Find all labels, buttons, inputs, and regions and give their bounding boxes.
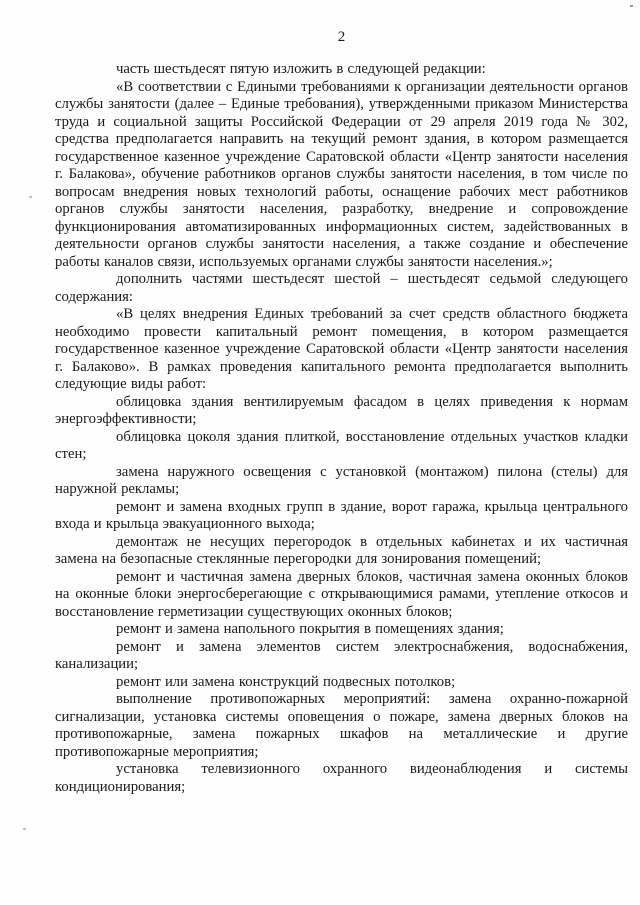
page-number: 2: [337, 29, 346, 45]
paragraph-amendment-intro: часть шестьдесят пятую изложить в следующей редакции:: [116, 61, 486, 77]
paragraph-work-item-lighting: замена наружного освещения с установкой (монтажом) пилона (стелы) для наружной рекламы;: [55, 463, 628, 497]
paragraph-capital-repair-intro: «В целях внедрения Единых требований за счет средств областного бюджета необходимо провести капитальный ремонт помещения, в котором размещается государственное казенное учреждение Саратовской области «Центр занятости населения г. Балаково». В рамках проведения капитального ремонта предполагается выполнить следующие виды работ:: [55, 306, 628, 392]
paragraph-work-item-fire-safety: выполнение противопожарных мероприятий: замена охранно-пожарной сигнализации, установка системы оповещения о пожаре, замена дверных блоков на противопожарные, замена пожарных шкафов на металлические и другие противопожарные мероприятия;: [55, 691, 628, 760]
paragraph-work-item-flooring: ремонт и замена напольного покрытия в помещениях здания;: [116, 621, 504, 637]
paragraph-work-item-doors-windows: ремонт и частичная замена дверных блоков, частичная замена оконных блоков на оконные блоки энергосберегающие с открывающимися рамами, утепление откосов и восстановление герметизации существующих оконных блоков;: [55, 568, 628, 620]
paragraph-work-item-ceilings: ремонт или замена конструкций подвесных потолков;: [116, 673, 456, 690]
paragraph-part-65-text: «В соответствии с Едиными требованиями к организации деятельности органов службы занятости (далее – Единые требования), утвержденными приказом Министерства труда и социальной защиты Российской Федерации от 29 апреля 2019 года № 302, средства предполагается направить на текущий ремонт здания, в котором размещается государственное казенное учреждение Саратовской области «Центр занятости населения г. Балакова», обучение работников органов службы занятости населения, в том числе по вопросам внедрения новых технологий работы, оснащение рабочих мест работников органов службы занятости населения, разработку, внедрение и сопровождение функционирования автоматизированных информационных систем, задействованных в деятельности органов службы занятости населения, а также создание и обеспечение работы каналов связи, используемых органами службы занятости населения.»;: [55, 78, 628, 270]
scan-artifact-speck: [630, 5, 633, 7]
paragraph-supplement-intro: дополнить частями шестьдесят шестой – шестьдесят седьмой следующего содержания:: [55, 271, 628, 305]
paragraph-work-item-partitions: демонтаж не несущих перегородок в отдельных кабинетах и их частичная замена на безопасные стеклянные перегородки для зонирования помещений;: [55, 533, 628, 567]
scan-artifact-speck: [23, 828, 26, 830]
paragraph-work-item-utilities: ремонт и замена элементов систем электроснабжения, водоснабжения, канализации;: [55, 638, 628, 672]
scan-artifact-speck: [29, 196, 32, 198]
paragraph-work-item-plinth: облицовка цоколя здания плиткой, восстановление отдельных участков кладки стен;: [55, 428, 628, 462]
paragraph-work-item-facade: облицовка здания вентилируемым фасадом в целях приведения к нормам энергоэффективности;: [55, 393, 628, 427]
paragraph-work-item-entrances: ремонт и замена входных групп в здание, ворот гаража, крыльца центрального входа и крыльца эвакуационного выхода;: [55, 498, 628, 532]
paragraph-work-item-cctv: установка телевизионного охранного видеонаблюдения и системы кондиционирования;: [55, 761, 628, 795]
document-body: [55, 61, 628, 796]
